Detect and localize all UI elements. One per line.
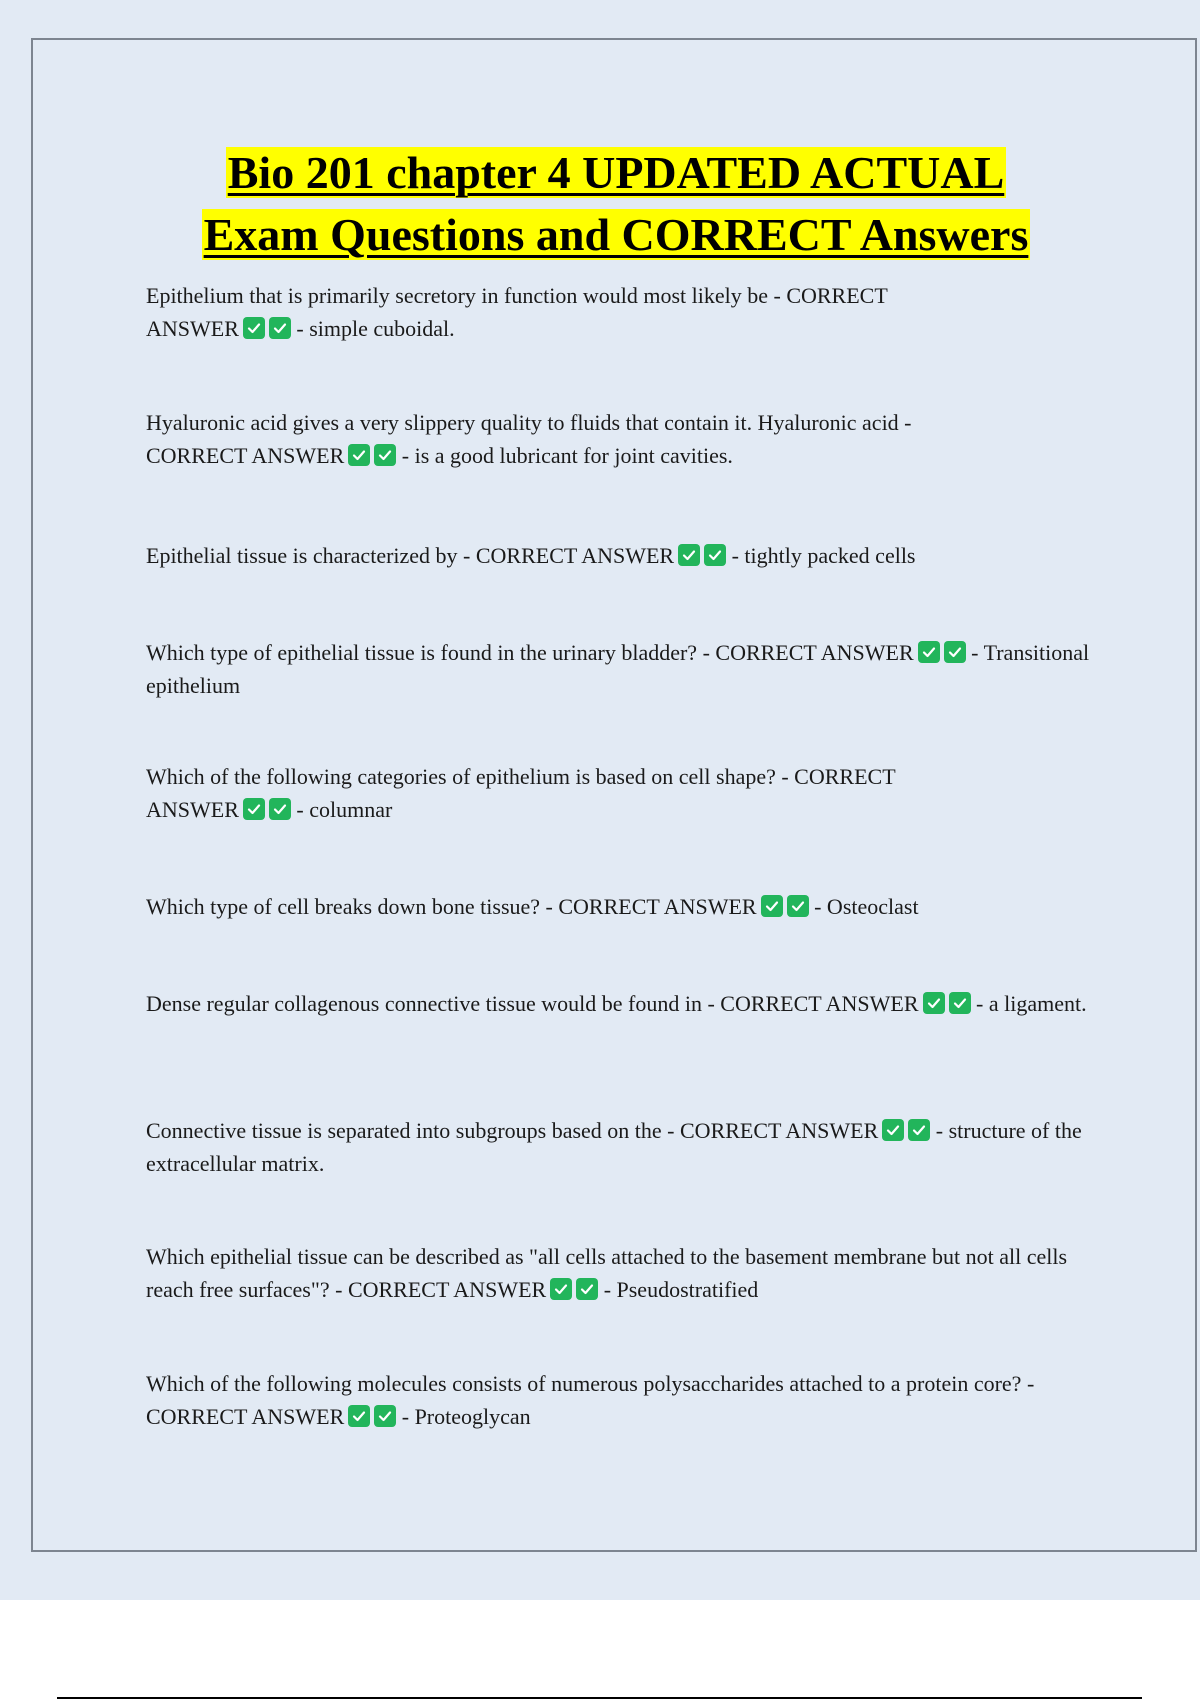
qa-item <box>146 406 1106 472</box>
qa-item <box>146 1367 1106 1433</box>
check-icon <box>576 1278 598 1300</box>
answer-text: - structure of the extracellular matrix. <box>146 1118 1082 1176</box>
answer-text: - simple cuboidal. <box>296 316 455 341</box>
check-icon <box>678 544 700 566</box>
check-icon <box>704 544 726 566</box>
question-text: Epithelial tissue is characterized by - CORRECT ANSWER <box>146 543 675 568</box>
question-text: Connective tissue is separated into subgroups based on the - CORRECT ANSWER <box>146 1118 879 1143</box>
check-icon <box>243 798 265 820</box>
check-icon <box>949 992 971 1014</box>
check-icon <box>243 317 265 339</box>
question-text: Which type of cell breaks down bone tissue? - CORRECT ANSWER <box>146 894 757 919</box>
answer-text: - Osteoclast <box>814 894 919 919</box>
check-icon <box>269 798 291 820</box>
qa-item <box>146 987 1106 1020</box>
document-title <box>0 142 1200 266</box>
qa-item <box>146 890 1106 923</box>
qa-item <box>146 279 1106 345</box>
check-icon <box>550 1278 572 1300</box>
question-text: Epithelium that is primarily secretory in function would most likely be - CORRECT <box>146 283 888 308</box>
qa-item <box>146 1240 1106 1306</box>
qa-item <box>146 760 1106 826</box>
check-icon <box>787 895 809 917</box>
check-icon <box>348 444 370 466</box>
answer-text: - tightly packed cells <box>731 543 916 568</box>
check-icon <box>374 1405 396 1427</box>
check-icon <box>374 444 396 466</box>
title-line-2: Exam Questions and CORRECT Answers <box>203 209 1029 260</box>
question-text: Dense regular collagenous connective tissue would be found in - CORRECT ANSWER <box>146 991 919 1016</box>
check-icon <box>918 641 940 663</box>
check-icon <box>923 992 945 1014</box>
question-text: Which of the following molecules consists of numerous polysaccharides attached to a protein core? - CORRECT ANSWER <box>146 1371 1035 1429</box>
question-text: Hyaluronic acid gives a very slippery quality to fluids that contain it. Hyaluronic acid - <box>146 410 912 435</box>
question-text: Which type of epithelial tissue is found in the urinary bladder? - CORRECT ANSWER <box>146 640 914 665</box>
check-icon <box>944 641 966 663</box>
footer-rule <box>57 1697 1142 1699</box>
answer-marker: ANSWER <box>146 316 239 341</box>
question-text: Which of the following categories of epithelium is based on cell shape? - CORRECT <box>146 764 896 789</box>
answer-text: - a ligament. <box>976 991 1087 1016</box>
check-icon <box>761 895 783 917</box>
answer-text: - columnar <box>296 797 393 822</box>
answer-text: - is a good lubricant for joint cavities. <box>401 443 733 468</box>
answer-text: - Transitional epithelium <box>146 640 1090 698</box>
question-text: Which epithelial tissue can be described as "all cells attached to the basement membrane but not all cells reach free surfaces"? - CORRECT ANSWER <box>146 1244 1068 1302</box>
qa-item <box>146 636 1106 702</box>
check-icon <box>882 1119 904 1141</box>
check-icon <box>269 317 291 339</box>
answer-marker: CORRECT ANSWER <box>146 443 345 468</box>
check-icon <box>908 1119 930 1141</box>
qa-item <box>146 1114 1106 1180</box>
answer-text: - Proteoglycan <box>401 1404 531 1429</box>
check-icon <box>348 1405 370 1427</box>
answer-marker: ANSWER <box>146 797 239 822</box>
title-line-1: Bio 201 chapter 4 UPDATED ACTUAL <box>227 147 1005 198</box>
answer-text: - Pseudostratified <box>603 1277 759 1302</box>
qa-item <box>146 539 1106 572</box>
